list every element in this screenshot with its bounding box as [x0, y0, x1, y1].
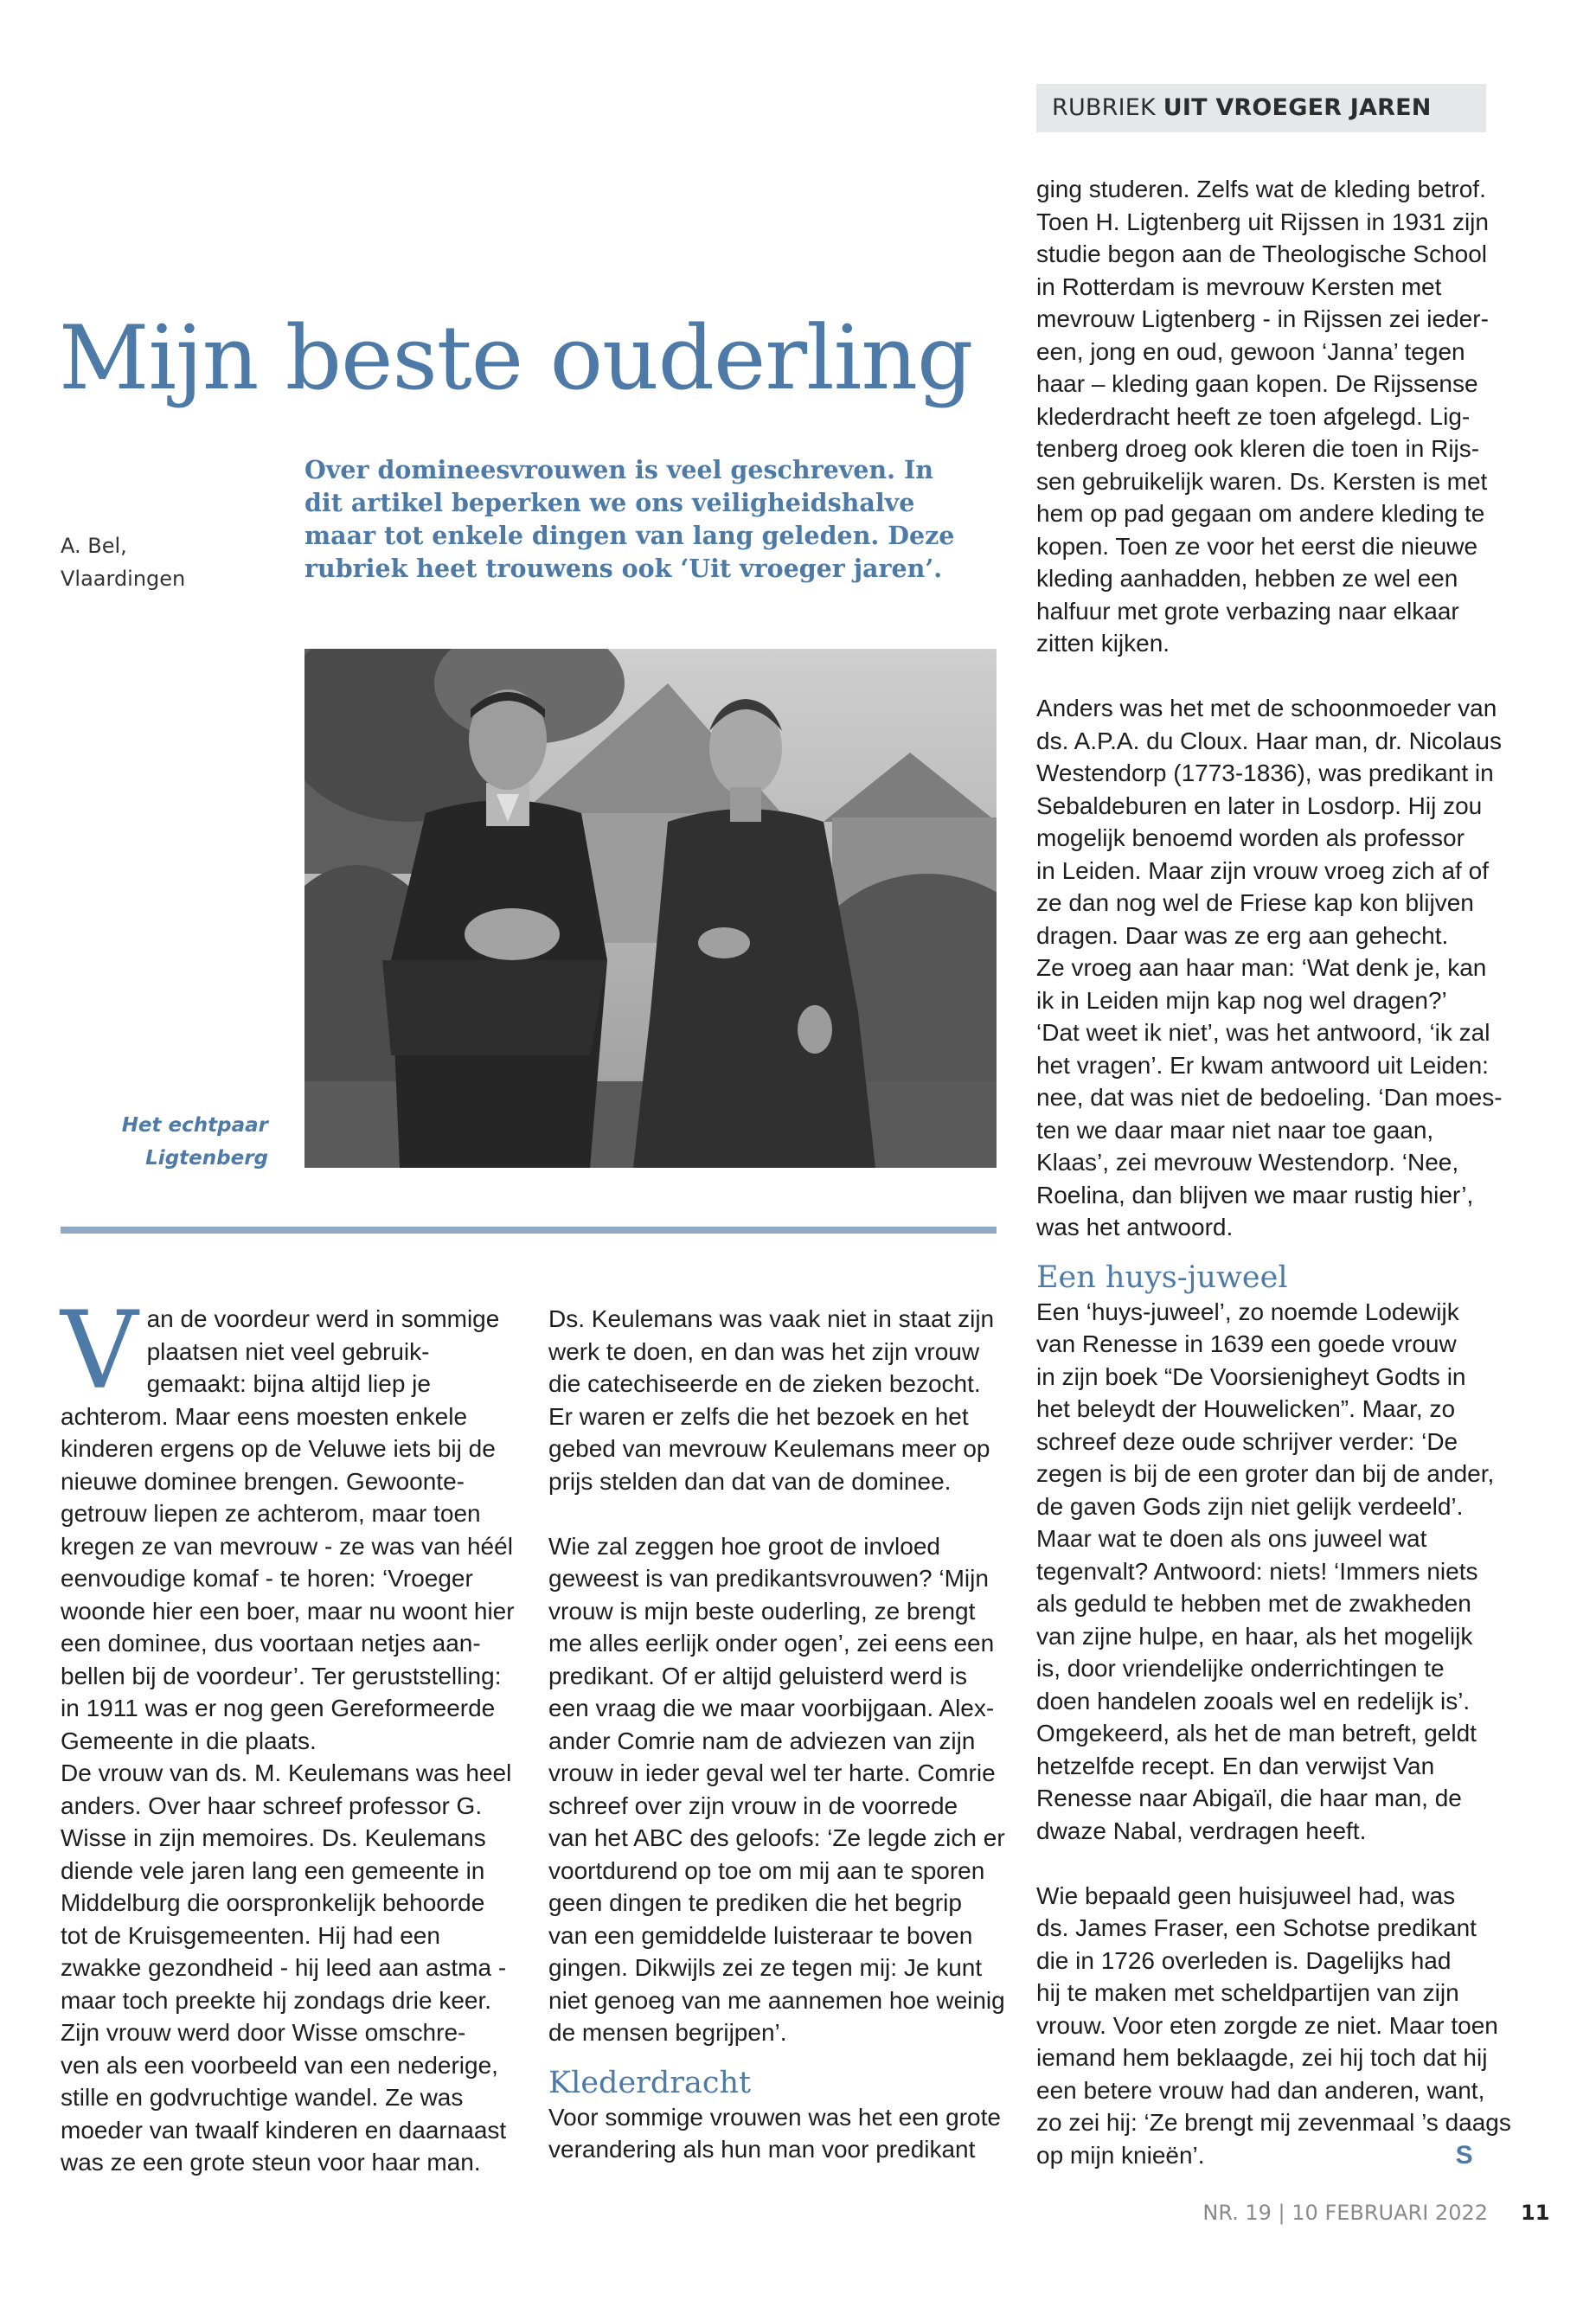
- text-line: vrouw in ieder geval wel ter harte. Comrie: [548, 1759, 996, 1786]
- text-line: iemand hem beklaagde, zei hij toch dat hij: [1036, 2044, 1488, 2071]
- text-line: een vraag die we maar voorbijgaan. Alex-: [548, 1695, 995, 1721]
- text-line: zo zei hij: ‘Ze brengt mij zevenmaal ’s daags: [1036, 2109, 1511, 2136]
- text-line: Omgekeerd, als het de man betreft, geldt: [1036, 1720, 1477, 1747]
- text-line: schreef over zijn vrouw in de voorrede: [548, 1791, 958, 1819]
- text-line: achterom. Maar eens moesten enkele: [61, 1402, 468, 1430]
- article-title: Mijn beste ouderling: [59, 307, 973, 410]
- heading-klederdracht: Klederdracht: [548, 2065, 752, 2100]
- text-line: geweest is van predikantsvrouwen? ‘Mijn: [548, 1565, 989, 1592]
- text-line: Middelburg die oorspronkelijk behoorde: [61, 1889, 485, 1916]
- text-line: Anders was het met de schoonmoeder van: [1036, 695, 1497, 721]
- rubriek-label: [1036, 84, 1486, 132]
- text-line: dragen. Daar was ze erg aan gehecht.: [1036, 921, 1449, 949]
- text-line: mevrouw Ligtenberg - in Rijssen zei ieder-: [1036, 305, 1489, 332]
- text-line: moeder van twaalf kinderen en daarnaast: [61, 2116, 507, 2144]
- text-line: ven als een voorbeeld van een nederige,: [61, 2051, 498, 2079]
- text-line: ds. James Fraser, een Schotse predikant: [1036, 1914, 1477, 1941]
- text-line: Gemeente in die plaats.: [61, 1727, 317, 1754]
- couple-photo-illustration: [304, 649, 997, 1168]
- text-line: studie begon aan de Theologische School: [1036, 240, 1487, 267]
- text-line: Maar wat te doen als ons juweel wat: [1036, 1525, 1427, 1552]
- text-line: bellen bij de voordeur’. Ter geruststelling:: [61, 1662, 502, 1689]
- column-3-paragraph-3: [1036, 1296, 1495, 1848]
- text-line: kopen. Toen ze voor het eerst die nieuwe: [1036, 532, 1478, 560]
- text-line: nieuwe dominee brengen. Gewoonte-: [61, 1467, 465, 1495]
- text-line: halfuur met grote verbazing naar elkaar: [1036, 597, 1459, 625]
- page-number: 11: [1521, 2201, 1550, 2225]
- text-line: als geduld te hebben met de zwakheden: [1036, 1590, 1471, 1617]
- text-line: Ze vroeg aan haar man: ‘Wat denk je, kan: [1036, 954, 1487, 981]
- text-line: van een gemiddelde luisteraar te boven: [548, 1921, 973, 1949]
- rubriek-name: UIT VROEGER JAREN: [1163, 94, 1432, 121]
- text-line: gemaakt: bijna altijd liep je: [146, 1370, 431, 1397]
- text-line: predikant. Of er altijd geluisterd werd is: [548, 1662, 967, 1689]
- text-line: Zijn vrouw werd door Wisse omschre-: [61, 2019, 466, 2046]
- caption-line-1: Het echtpaar: [121, 1114, 268, 1137]
- text-line: ander Comrie nam de adviezen van zijn: [548, 1727, 976, 1754]
- text-line: hem op pad gegaan om andere kleding te: [1036, 500, 1485, 527]
- text-line: op mijn knieën’. S: [1036, 2140, 1473, 2170]
- author-byline: [61, 529, 234, 595]
- column-3: [1036, 173, 1511, 2171]
- text-line: niet genoeg van me aannemen hoe weinig: [548, 1986, 1005, 2014]
- text-line: ten we daar maar niet naar toe gaan,: [1036, 1116, 1434, 1144]
- text-line: kinderen ergens op de Veluwe iets bij de: [61, 1435, 496, 1462]
- column-2: [548, 1303, 1005, 2166]
- author-name: A. Bel,: [61, 534, 127, 558]
- column-1-text: [61, 1289, 515, 2179]
- text-line: eenvoudige komaf - te horen: ‘Vroeger: [61, 1565, 473, 1592]
- text-line: zitten kijken.: [1036, 630, 1170, 657]
- text-line: in 1911 was er nog geen Gereformeerde: [61, 1695, 496, 1721]
- column-1: [61, 1289, 515, 2179]
- text-line: ze dan nog wel de Friese kap kon blijven: [1036, 889, 1474, 916]
- text-line: hij te maken met scheldpartijen van zijn: [1036, 1979, 1459, 2006]
- text-line: de mensen begrijpen’.: [548, 2019, 787, 2046]
- column-2-paragraph-1: [548, 1303, 998, 1497]
- section-divider: [61, 1227, 997, 1234]
- text-line: van Renesse in 1639 een goede vrouw: [1036, 1330, 1457, 1357]
- couple-photo: [304, 649, 997, 1168]
- text-line: ging studeren. Zelfs wat de kleding betrof.: [1036, 176, 1486, 202]
- text-line: tot de Kruisgemeenten. Hij had een: [61, 1921, 440, 1949]
- text-line: schreef deze oude schrijver verder: ‘De: [1036, 1427, 1458, 1455]
- text-line: Wisse in zijn memoires. Ds. Keulemans: [61, 1824, 486, 1851]
- text-line: Een ‘huys-juweel’, zo noemde Lodewijk: [1036, 1298, 1459, 1325]
- text-line: an de voordeur werd in sommige: [146, 1305, 500, 1332]
- text-line: tenberg droeg ook kleren die toen in Rijs-: [1036, 435, 1480, 462]
- text-line: ds. A.P.A. du Cloux. Haar man, dr. Nicolaus: [1036, 727, 1502, 754]
- text-line: Roelina, dan blijven we maar rustig hier’,: [1036, 1181, 1474, 1208]
- column-3-paragraph-4: [1036, 1880, 1511, 2172]
- text-line: zegen is bij de een groter dan bij de ander,: [1036, 1460, 1495, 1487]
- text-line: Voor sommige vrouwen was het een grote: [548, 2103, 1001, 2131]
- text-line: van zijne hulpe, en haar, als het mogelijk: [1036, 1622, 1473, 1650]
- text-line: De vrouw van ds. M. Keulemans was heel: [61, 1759, 512, 1786]
- text-line: haar – kleding gaan kopen. De Rijssense: [1036, 370, 1478, 397]
- text-line: mogelijk benoemd worden als professor: [1036, 824, 1465, 851]
- text-line: Toen H. Ligtenberg uit Rijssen in 1931 zijn: [1036, 208, 1489, 235]
- text-line: die catechiseerde en de zieken bezocht.: [548, 1370, 981, 1397]
- text-line: woonde hier een boer, maar nu woont hier: [61, 1597, 515, 1625]
- text-line: Ds. Keulemans was vaak niet in staat zijn: [548, 1305, 995, 1332]
- text-line: die in 1726 overleden is. Dagelijks had: [1036, 1946, 1452, 1974]
- text-line: ‘Dat weet ik niet’, was het antwoord, ‘ik zal: [1036, 1019, 1490, 1046]
- text-line: Er waren er zelfs die het bezoek en het: [548, 1402, 969, 1430]
- text-line: de gaven Gods zijn niet gelijk verdeeld’.: [1036, 1492, 1464, 1520]
- column-3-paragraph-1: [1036, 173, 1489, 660]
- text-line: kregen ze van mevrouw - ze was van héél: [61, 1532, 513, 1560]
- text-line: een, jong en oud, gewoon ‘Janna’ tegen: [1036, 337, 1465, 365]
- column-3-paragraph-2: [1036, 692, 1503, 1244]
- text-line: doen handelen zooals wel en redelijk is’.: [1036, 1687, 1471, 1715]
- text-line: prijs stelden dan dat van de dominee.: [548, 1467, 952, 1495]
- text-line: nee, dat was niet de bedoeling. ‘Dan moes-: [1036, 1084, 1503, 1111]
- issue-info: NR. 19 | 10 FEBRUARI 2022: [1202, 2201, 1488, 2225]
- text-line: tegenvalt? Antwoord: niets! ‘Immers niets: [1036, 1557, 1478, 1585]
- text-line: zwakke gezondheid - hij leed aan astma -: [61, 1954, 507, 1981]
- text-line: Klaas’, zei mevrouw Westendorp. ‘Nee,: [1036, 1149, 1459, 1176]
- text-line: diende vele jaren lang een gemeente in: [61, 1856, 485, 1884]
- text-line: sen gebruikelijk waren. Ds. Kersten is met: [1036, 467, 1488, 495]
- text-line: Westendorp (1773-1836), was predikant in: [1036, 760, 1494, 786]
- text-line: maar toch preekte hij zondags drie keer.: [61, 1986, 492, 2014]
- text-line: geen dingen te prediken die het begrip: [548, 1889, 962, 1916]
- text-line: is, door vriendelijke onderrichtingen te: [1036, 1655, 1445, 1682]
- text-line: Renesse naar Abigaïl, die haar man, de: [1036, 1785, 1462, 1811]
- text-line: dwaze Nabal, verdragen heeft.: [1036, 1817, 1367, 1844]
- text-line: voortdurend op toe om mij aan te sporen: [548, 1856, 985, 1884]
- text-line: het vragen’. Er kwam antwoord uit Leiden:: [1036, 1051, 1489, 1079]
- text-line: stille en godvruchtige wandel. Ze was: [61, 2084, 464, 2111]
- text-line: was het antwoord.: [1036, 1214, 1234, 1240]
- column-2-paragraph-3: [548, 2101, 1001, 2166]
- text-line: gingen. Dikwijls zei ze tegen mij: Je kunt: [548, 1954, 983, 1981]
- text-line: getrouw liepen ze achterom, maar toen: [61, 1500, 481, 1527]
- photo-caption: [87, 1109, 268, 1175]
- text-line: anders. Over haar schreef professor G.: [61, 1791, 483, 1819]
- drop-cap: V: [61, 1289, 138, 1413]
- text-line: in Rotterdam is mevrouw Kersten met: [1036, 272, 1442, 300]
- text-line: klederdracht heeft ze toen afgelegd. Lig-: [1036, 402, 1471, 430]
- text-line: gebed van mevrouw Keulemans meer op: [548, 1435, 990, 1462]
- text-line: Wie bepaald geen huisjuweel had, was: [1036, 1881, 1456, 1909]
- text-line: het beleydt der Houwelicken”. Maar, zo: [1036, 1395, 1456, 1422]
- heading-huys-juweel: Een huys-juweel: [1036, 1259, 1288, 1295]
- rubriek-prefix: RUBRIEK: [1052, 94, 1156, 121]
- text-line: Sebaldeburen en later in Losdorp. Hij zou: [1036, 792, 1483, 819]
- column-2-paragraph-2: [548, 1530, 1005, 2049]
- text-line: verandering als hun man voor predikant: [548, 2136, 976, 2163]
- text-line: vrouw is mijn beste ouderling, ze brengt: [548, 1597, 976, 1625]
- text-line: een dominee, dus voortaan netjes aan-: [61, 1630, 481, 1657]
- text-line: kleding aanhadden, hebben ze wel een: [1036, 565, 1458, 592]
- text-line: Wie zal zeggen hoe groot de invloed: [548, 1532, 940, 1560]
- author-place: Vlaardingen: [61, 567, 186, 591]
- text-line: me alles eerlijk onder ogen’, zei eens een: [548, 1630, 995, 1657]
- text-line: vrouw. Voor eten zorgde ze niet. Maar toen: [1036, 2011, 1498, 2039]
- text-line: een betere vrouw had dan anderen, want,: [1036, 2076, 1485, 2104]
- article-intro: Over domineesvrouwen is veel geschreven. In dit artikel beperken we ons veiligheidshalve maar tot enkele dingen van lang geleden. Deze rubriek heet trouwens ook ‘Uit vroeger jaren’.: [304, 455, 955, 583]
- text-line: hetzelfde recept. En dan verwijst Van: [1036, 1752, 1435, 1779]
- text-line: van het ABC des geloofs: ‘Ze legde zich er: [548, 1824, 1005, 1851]
- caption-line-2: Ligtenberg: [145, 1147, 268, 1170]
- text-line: ik in Leiden mijn kap nog wel dragen?’: [1036, 986, 1447, 1014]
- text-line: werk te doen, en dan was het zijn vrouw: [548, 1337, 980, 1365]
- text-line: plaatsen niet veel gebruik-: [146, 1337, 430, 1365]
- text-line: in zijn boek “De Voorsienigheyt Godts in: [1036, 1362, 1466, 1390]
- text-line: was ze een grote steun voor haar man.: [61, 2149, 481, 2176]
- end-mark-icon: S: [1455, 2140, 1473, 2170]
- text-line: in Leiden. Maar zijn vrouw vroeg zich af of: [1036, 856, 1489, 884]
